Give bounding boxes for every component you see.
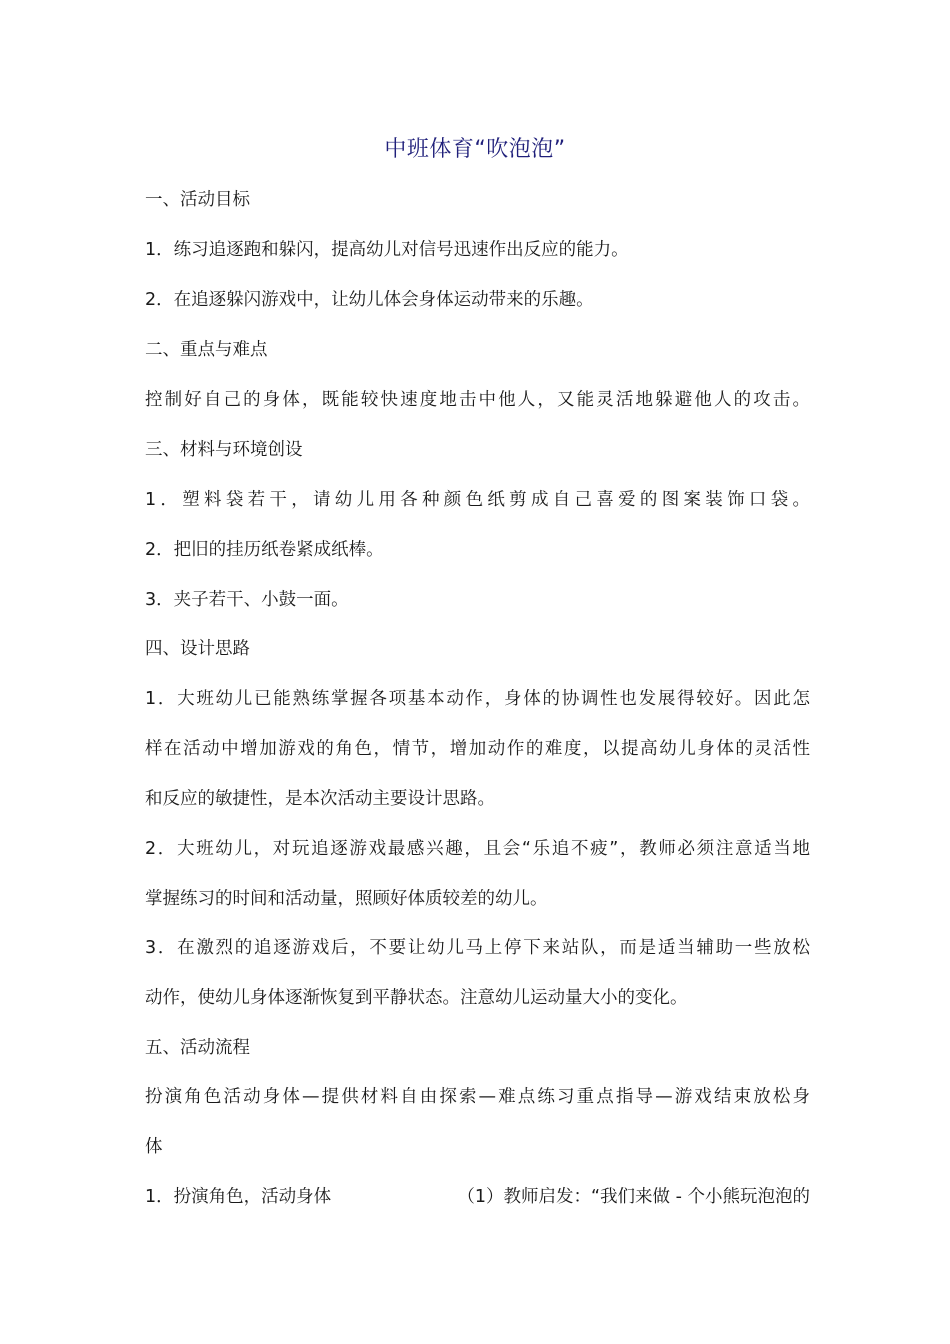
step-text: （1）教师启发：“我们来做 - 个小熊玩泡泡的 (457, 1187, 810, 1207)
paragraph-line: 3．夹子若干、小鼓一面。 (145, 590, 349, 610)
paragraph-line: 1．练习追逐跑和躲闪，提高幼儿对信号迅速作出反应的能力。 (145, 240, 629, 260)
paragraph-line: 1．塑料袋若干，请幼儿用各种颜色纸剪成自己喜爱的图案装饰口袋。 (145, 490, 810, 510)
section-heading-goals: 一、活动目标 (145, 190, 250, 210)
paragraph-line: 2．大班幼儿，对玩追逐游戏最感兴趣，且会“乐追不疲”，教师必须注意适当地 (145, 839, 810, 859)
paragraph-line: 动作，使幼儿身体逐渐恢复到平静状态。注意幼儿运动量大小的变化。 (145, 988, 688, 1008)
step-heading: 1．扮演角色，活动身体 (145, 1187, 332, 1207)
paragraph-line: 体 (145, 1137, 163, 1157)
document-title: 中班体育“吹泡泡” (384, 137, 566, 162)
paragraph-line: 掌握练习的时间和活动量，照顾好体质较差的幼儿。 (145, 889, 548, 909)
paragraph-line: 2．在追逐躲闪游戏中，让幼儿体会身体运动带来的乐趣。 (145, 290, 594, 310)
section-heading-key-points: 二、重点与难点 (145, 340, 268, 360)
paragraph-line: 和反应的敏捷性，是本次活动主要设计思路。 (145, 789, 495, 809)
section-heading-design: 四、设计思路 (145, 639, 250, 659)
section-heading-materials: 三、材料与环境创设 (145, 440, 303, 460)
section-heading-process: 五、活动流程 (145, 1038, 250, 1058)
paragraph-line (145, 1184, 810, 1210)
paragraph-line: 2．把旧的挂历纸卷紧成纸棒。 (145, 540, 384, 560)
paragraph-line: 1．大班幼儿已能熟练掌握各项基本动作，身体的协调性也发展得较好。因此怎 (145, 689, 810, 709)
paragraph-line: 扮演角色活动身体—提供材料自由探索—难点练习重点指导—游戏结束放松身 (145, 1087, 810, 1107)
paragraph-line: 3．在激烈的追逐游戏后，不要让幼儿马上停下来站队，而是适当辅助一些放松 (145, 938, 810, 958)
paragraph-line: 控制好自己的身体，既能较快速度地击中他人，又能灵活地躲避他人的攻击。 (145, 390, 810, 410)
paragraph-line: 样在活动中增加游戏的角色，情节，增加动作的难度，以提高幼儿身体的灵活性 (145, 739, 810, 759)
